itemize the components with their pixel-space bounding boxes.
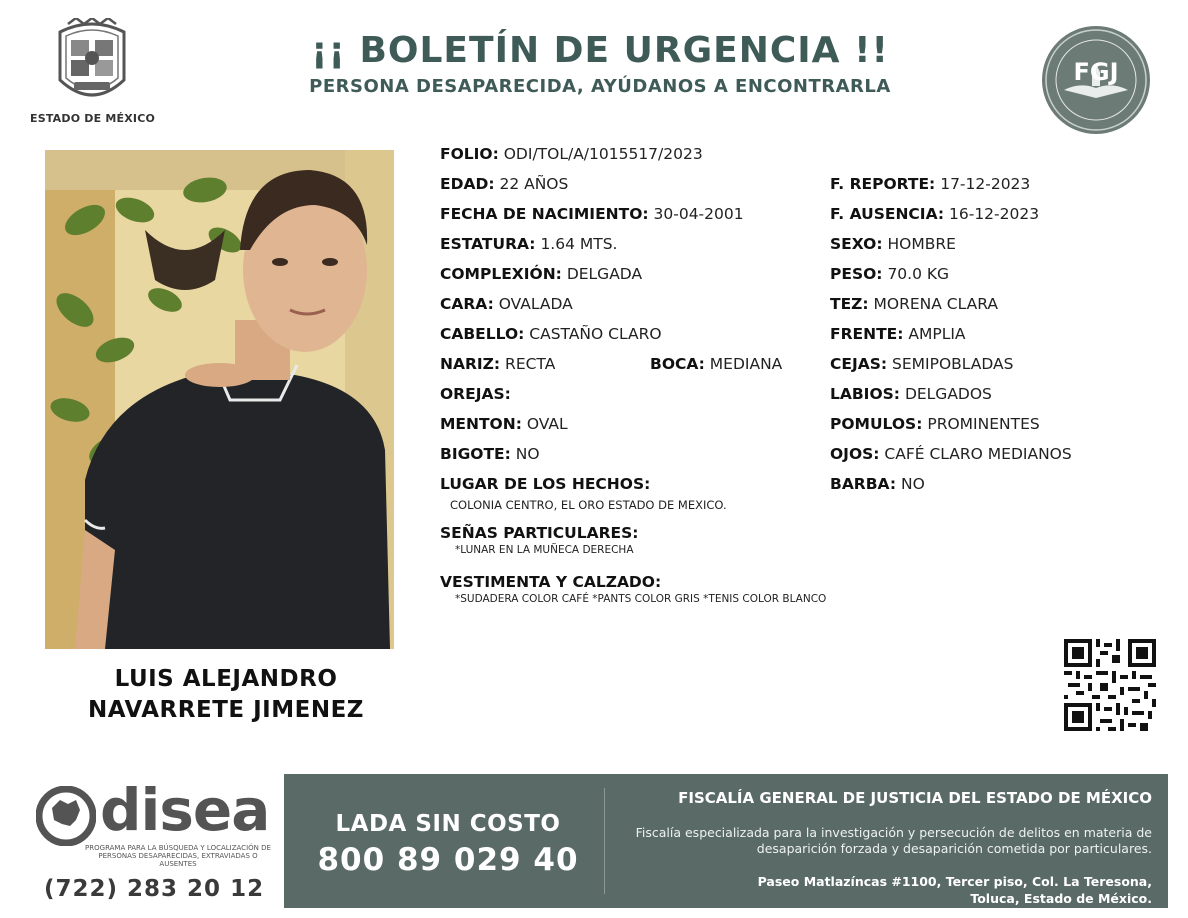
field-pomulos-label: POMULOS:: [830, 415, 923, 433]
field-folio-value: ODI/TOL/A/1015517/2023: [503, 145, 703, 163]
field-cejas: [830, 355, 1014, 373]
field-boca-label: BOCA:: [650, 355, 705, 373]
field-edad: [440, 175, 568, 193]
field-ojos-value: CAFÉ CLARO MEDIANOS: [884, 445, 1072, 463]
odisea-wordmark: disea: [100, 776, 270, 844]
odisea-description: PROGRAMA PARA LA BÚSQUEDA Y LOCALIZACIÓN DE PERSONAS DESAPARECIDAS, EXTRAVIADAS O AUSENTES: [85, 844, 271, 868]
field-nariz-value: RECTA: [505, 355, 556, 373]
odisea-logo: [36, 776, 276, 874]
field-complexion-label: COMPLEXIÓN:: [440, 265, 562, 283]
field-pomulos-value: PROMINENTES: [927, 415, 1040, 433]
person-photo-icon: [45, 150, 394, 649]
field-fecha-nacimiento-label: FECHA DE NACIMIENTO:: [440, 205, 649, 223]
qr-code[interactable]: [1064, 639, 1156, 731]
field-edad-label: EDAD:: [440, 175, 495, 193]
field-menton: [440, 415, 568, 433]
vestimenta-value: *SUDADERA COLOR CAFÉ *PANTS COLOR GRIS *TENIS COLOR BLANCO: [455, 593, 827, 605]
qr-code-icon: [1064, 639, 1156, 731]
field-f-reporte: [830, 175, 1030, 193]
svg-text:FGJ: FGJ: [1073, 58, 1119, 86]
field-sexo: [830, 235, 956, 253]
field-peso-label: PESO:: [830, 265, 883, 283]
state-caption: ESTADO DE MÉXICO: [30, 112, 156, 125]
field-barba-label: BARBA:: [830, 475, 897, 493]
field-complexion-value: DELGADA: [566, 265, 643, 283]
field-tez-value: MORENA CLARA: [873, 295, 998, 313]
field-f-reporte-value: 17-12-2023: [940, 175, 1031, 193]
field-tez: [830, 295, 998, 313]
field-bigote-label: BIGOTE:: [440, 445, 511, 463]
fgj-seal-icon: [1040, 24, 1152, 136]
bulletin-title: ¡¡ BOLETÍN DE URGENCIA !!: [311, 30, 889, 71]
field-peso: [830, 265, 949, 283]
field-fecha-nacimiento-value: 30-04-2001: [653, 205, 744, 223]
field-menton-label: MENTON:: [440, 415, 522, 433]
field-ojos-label: OJOS:: [830, 445, 880, 463]
fiscalia-name: FISCALÍA GENERAL DE JUSTICIA DEL ESTADO DE MÉXICO: [678, 789, 1152, 807]
field-orejas-label: OREJAS:: [440, 385, 511, 403]
odisea-map-icon: [36, 786, 96, 846]
person-name-line1: LUIS ALEJANDRO: [114, 666, 338, 692]
senas-particulares-value: *LUNAR EN LA MUÑECA DERECHA: [455, 544, 634, 556]
field-f-ausencia-label: F. AUSENCIA:: [830, 205, 945, 223]
field-complexion: [440, 265, 642, 283]
field-bigote: [440, 445, 540, 463]
field-folio-label: FOLIO:: [440, 145, 499, 163]
estado-de-mexico-logo: [30, 18, 154, 130]
field-cejas-value: SEMIPOBLADAS: [892, 355, 1014, 373]
field-estatura-value: 1.64 MTS.: [540, 235, 618, 253]
lada-phone-number[interactable]: 800 89 029 40: [317, 842, 579, 878]
field-labios-value: DELGADOS: [904, 385, 992, 403]
field-cara-value: OVALADA: [498, 295, 573, 313]
lugar-hechos-value: COLONIA CENTRO, EL ORO ESTADO DE MEXICO.: [450, 498, 727, 512]
field-estatura: [440, 235, 617, 253]
field-menton-value: OVAL: [526, 415, 568, 433]
field-cabello-value: CASTAÑO CLARO: [529, 325, 662, 343]
field-boca-value: MEDIANA: [709, 355, 783, 373]
field-edad-value: 22 AÑOS: [499, 175, 569, 193]
vestimenta-label: VESTIMENTA Y CALZADO:: [440, 573, 662, 591]
address-line1: Paseo Matlazíncas #1100, Tercer piso, Col. La Teresona,: [757, 874, 1152, 889]
field-labios: [830, 385, 992, 403]
field-estatura-label: ESTATURA:: [440, 235, 536, 253]
lada-label: LADA SIN COSTO: [335, 811, 561, 837]
fiscalia-address: [612, 873, 1152, 907]
field-cabello-label: CABELLO:: [440, 325, 525, 343]
missing-person-photo: [45, 150, 394, 649]
field-f-reporte-label: F. REPORTE:: [830, 175, 936, 193]
field-sexo-label: SEXO:: [830, 235, 883, 253]
field-cejas-label: CEJAS:: [830, 355, 888, 373]
field-frente-label: FRENTE:: [830, 325, 904, 343]
field-peso-value: 70.0 KG: [887, 265, 950, 283]
field-bigote-value: NO: [515, 445, 540, 463]
field-pomulos: [830, 415, 1040, 433]
field-barba-value: NO: [900, 475, 925, 493]
bulletin-subtitle: PERSONA DESAPARECIDA, AYÚDANOS A ENCONTRARLA: [309, 76, 891, 97]
field-labios-label: LABIOS:: [830, 385, 900, 403]
field-boca: [650, 355, 782, 373]
person-name: [40, 664, 412, 726]
field-sexo-value: HOMBRE: [887, 235, 956, 253]
person-name-line2: NAVARRETE JIMENEZ: [88, 697, 364, 723]
field-nariz: [440, 355, 555, 373]
fgj-seal-logo: [1040, 24, 1152, 136]
field-frente: [830, 325, 966, 343]
field-nariz-label: NARIZ:: [440, 355, 501, 373]
field-barba: [830, 475, 925, 493]
fiscalia-description: Fiscalía especializada para la investigación y persecución de delitos en materia de desaparición forzada y desaparición cometida por particulares.: [635, 825, 1152, 856]
odisea-phone[interactable]: (722) 283 20 12: [44, 876, 265, 902]
lugar-hechos-label: LUGAR DE LOS HECHOS:: [440, 475, 651, 493]
field-folio: [440, 145, 703, 163]
field-tez-label: TEZ:: [830, 295, 869, 313]
address-line2: Toluca, Estado de México.: [970, 891, 1152, 906]
field-f-ausencia-value: 16-12-2023: [949, 205, 1040, 223]
field-cara-label: CARA:: [440, 295, 494, 313]
senas-particulares-label: SEÑAS PARTICULARES:: [440, 524, 639, 542]
field-ojos: [830, 445, 1072, 463]
field-frente-value: AMPLIA: [908, 325, 966, 343]
coat-of-arms-icon: [52, 18, 132, 108]
field-f-ausencia: [830, 205, 1039, 223]
field-fecha-nacimiento: [440, 205, 744, 223]
field-cabello: [440, 325, 662, 343]
field-cara: [440, 295, 573, 313]
field-orejas: [440, 385, 511, 403]
